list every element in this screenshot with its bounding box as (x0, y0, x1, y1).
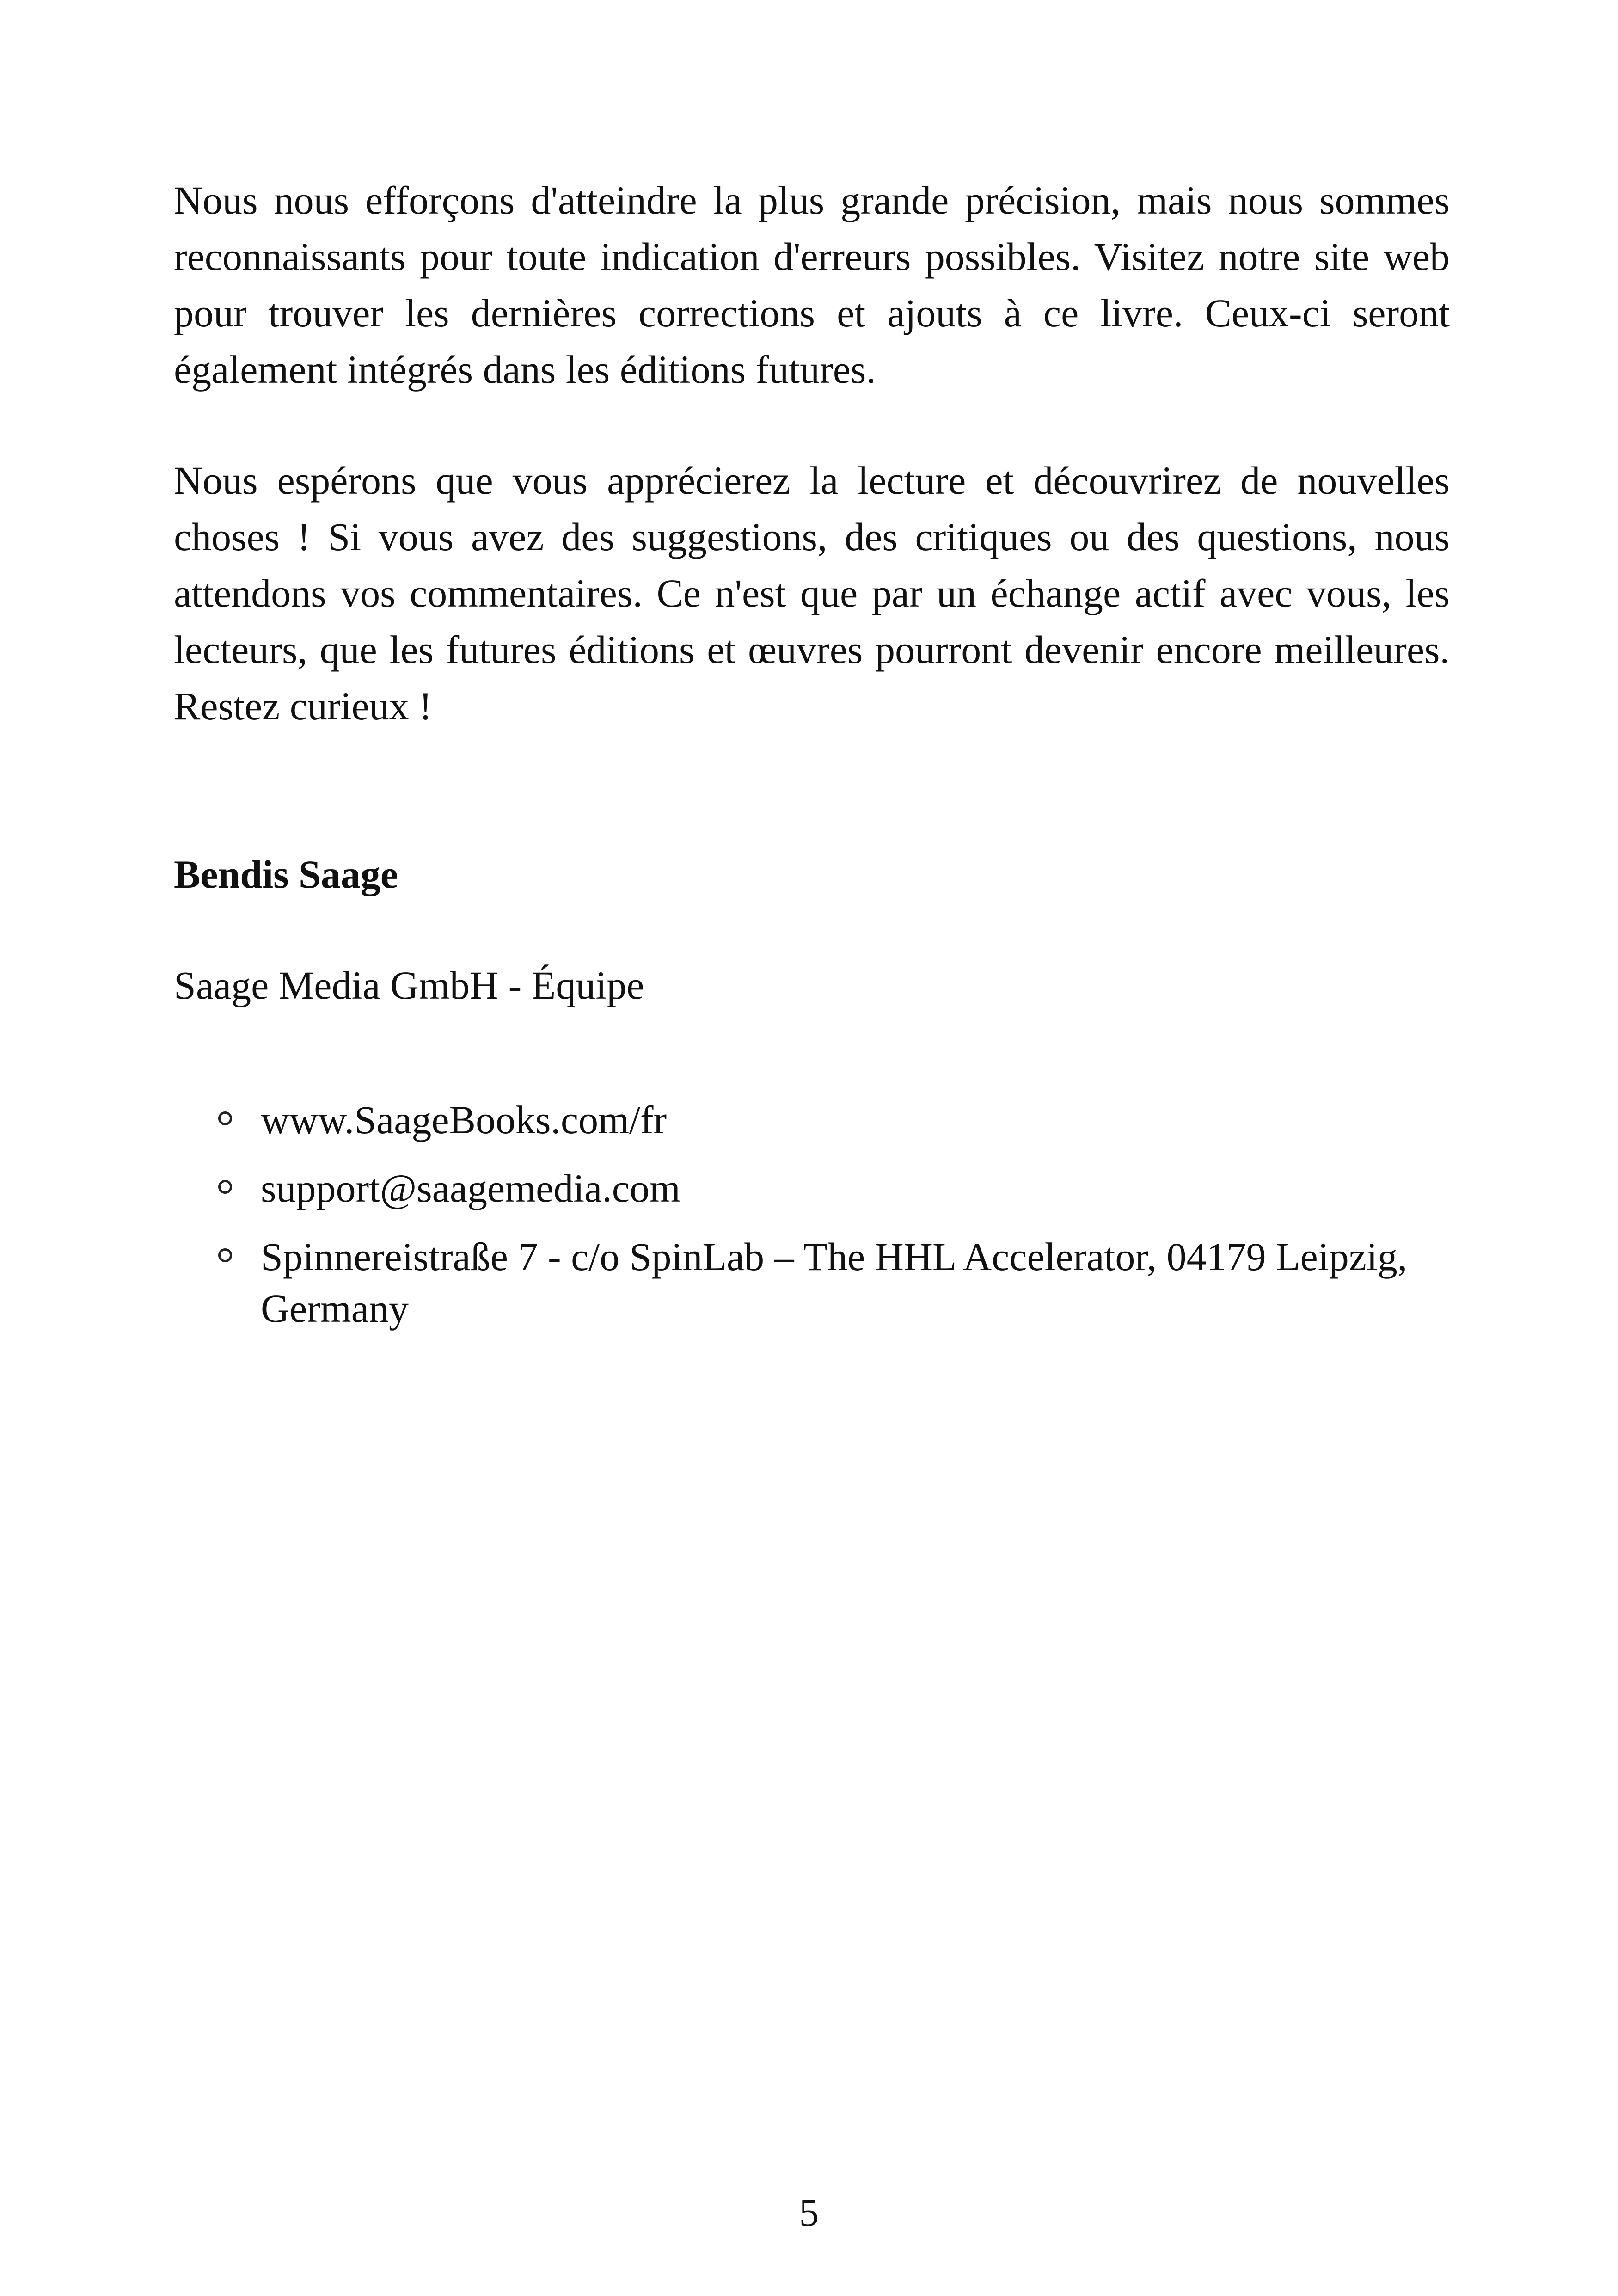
hollow-circle-bullet-icon (218, 1248, 232, 1262)
hollow-circle-bullet-icon (218, 1180, 232, 1194)
intro-paragraph-feedback: Nous espérons que vous apprécierez la lecture et découvrirez de nouvelles choses ! Si vous avez des suggestions, des critiques ou des questions, nous attendons vos commentaires. Ce n'est que par un échange actif avec vous, les lecteurs, que les futures éditions et œuvres pourront devenir encore meilleures. Restez curieux ! (174, 458, 1450, 728)
contact-item-email (174, 1162, 1468, 1214)
page-number: 5 (799, 2190, 819, 2235)
author-name: Bendis Saage (174, 852, 398, 896)
contact-item-address (174, 1231, 1468, 1334)
contact-item-website (174, 1094, 1468, 1146)
contact-list (174, 1094, 1468, 1351)
website-link[interactable]: www.SaageBooks.com/fr (261, 1098, 667, 1142)
postal-address: Spinnereistraße 7 - c/o SpinLab – The HHL Accelerator, 04179 Leipzig, Germany (261, 1234, 1408, 1331)
company-team: Saage Media GmbH - Équipe (174, 963, 644, 1007)
intro-paragraph-accuracy: Nous nous efforçons d'atteindre la plus grande précision, mais nous sommes reconnaissants pour toute indication d'erreurs possibles. Visitez notre site web pour trouver les dernières corrections et ajouts à ce livre. Ceux-ci seront également intégrés dans les éditions futures. (174, 178, 1450, 392)
email-link[interactable]: support@saagemedia.com (261, 1166, 680, 1210)
hollow-circle-bullet-icon (218, 1111, 232, 1125)
